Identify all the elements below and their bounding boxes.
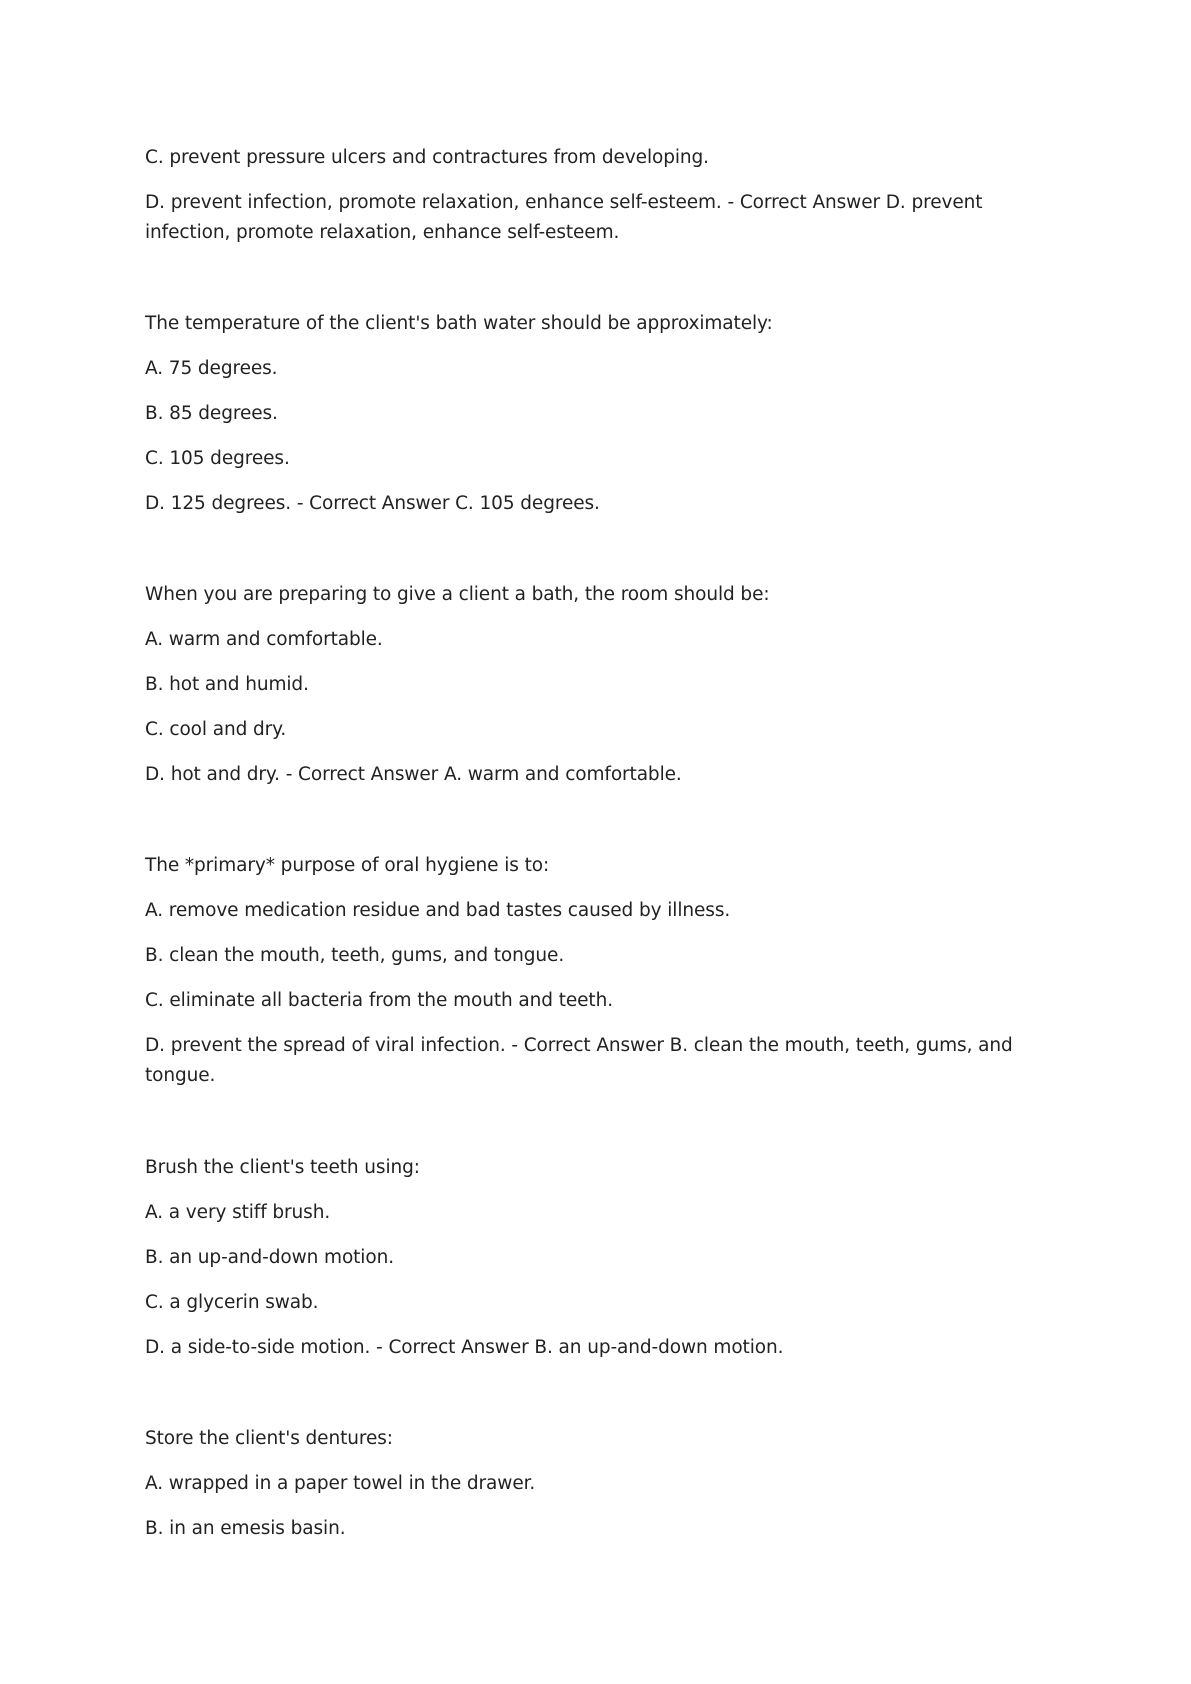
answer-option: A. remove medication residue and bad tastes caused by illness. — [145, 900, 731, 921]
answer-option-with-correct-answer: D. a side-to-side motion. - Correct Answer B. an up-and-down motion. — [145, 1337, 784, 1358]
answer-option: A. warm and comfortable. — [145, 629, 383, 650]
answer-option-with-correct-answer: D. 125 degrees. - Correct Answer C. 105 degrees. — [145, 493, 600, 514]
answer-option: B. an up-and-down motion. — [145, 1247, 394, 1268]
question-text: When you are preparing to give a client a bath, the room should be: — [145, 584, 770, 605]
answer-option: A. 75 degrees. — [145, 358, 278, 379]
question-text: Brush the client's teeth using: — [145, 1157, 420, 1178]
answer-option: A. wrapped in a paper towel in the drawer. — [145, 1473, 536, 1494]
answer-option-with-correct-answer: D. prevent the spread of viral infection. - Correct Answer B. clean the mouth, teeth, gums, and tongue. — [145, 1035, 1013, 1086]
answer-option: B. clean the mouth, teeth, gums, and tongue. — [145, 945, 565, 966]
answer-option-with-correct-answer: D. hot and dry. - Correct Answer A. warm and comfortable. — [145, 764, 682, 785]
answer-option: A. a very stiff brush. — [145, 1202, 331, 1223]
answer-option: B. hot and humid. — [145, 674, 309, 695]
answer-option: B. in an emesis basin. — [145, 1518, 346, 1539]
answer-option: C. cool and dry. — [145, 719, 287, 740]
answer-option-with-correct-answer: D. prevent infection, promote relaxation, enhance self-esteem. - Correct Answer D. prevent infection, promote relaxation, enhance self-esteem. — [145, 192, 983, 243]
answer-option: C. a glycerin swab. — [145, 1292, 319, 1313]
answer-option: C. eliminate all bacteria from the mouth and teeth. — [145, 990, 613, 1011]
question-text: The temperature of the client's bath water should be approximately: — [145, 313, 773, 334]
question-text: Store the client's dentures: — [145, 1428, 393, 1449]
answer-option: B. 85 degrees. — [145, 403, 278, 424]
answer-option: C. prevent pressure ulcers and contractures from developing. — [145, 147, 709, 168]
answer-option: C. 105 degrees. — [145, 448, 290, 469]
question-text: The *primary* purpose of oral hygiene is to: — [145, 855, 550, 876]
